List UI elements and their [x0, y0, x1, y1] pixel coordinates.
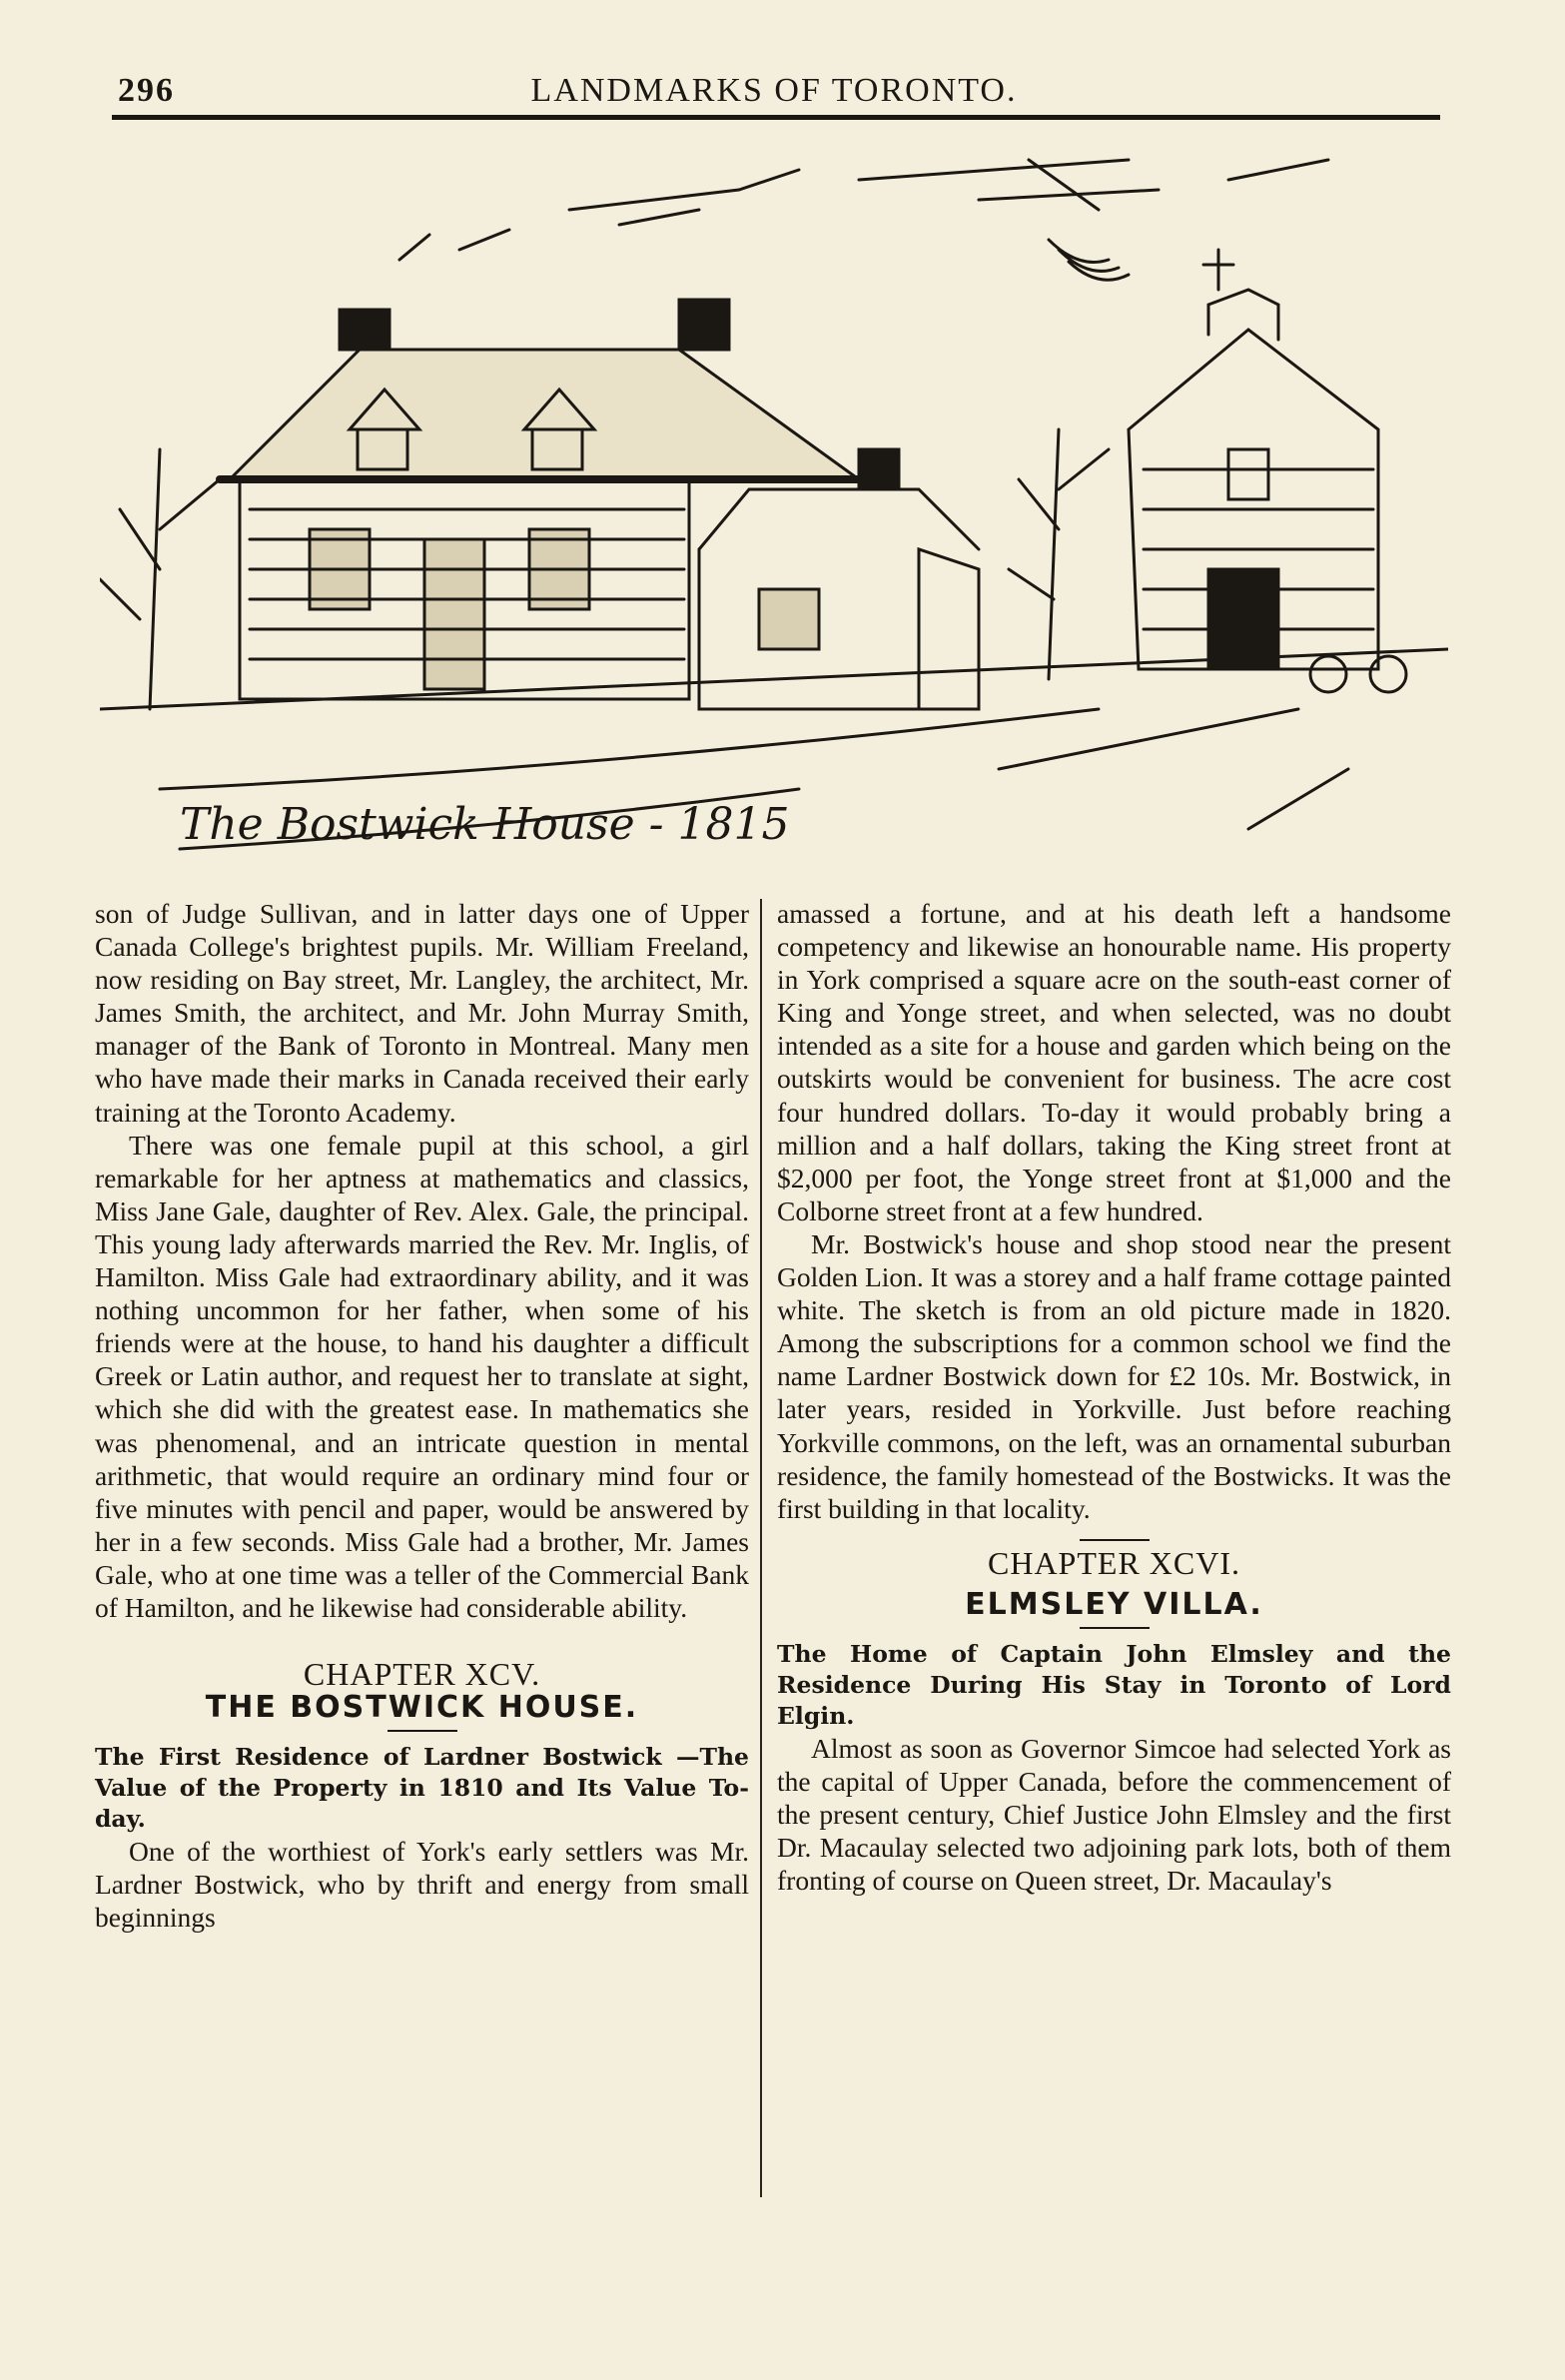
- right-paragraph-2: Mr. Bostwick's house and shop stood near the present Golden Lion. It was a storey and a half frame cottage painted white. The sketch is from an old picture made in 1820. Among the subscriptions for a common school we find the name Lardner Bostwick down for £2 10s. Mr. Bostwick, in later years, resided in Yorkville. Just before reaching Yorkville commons, on the left, was an ornamental suburban residence, the family homestead of the Bostwicks. It was the first building in that locality.: [777, 1227, 1451, 1524]
- header-rule: [112, 115, 1440, 120]
- page-number: 296: [118, 72, 175, 109]
- chapter-96-rule: [1080, 1627, 1150, 1629]
- chapter-95-number: CHAPTER XCV.: [303, 1656, 541, 1693]
- illustration-caption: The Bostwick House - 1815: [180, 799, 790, 850]
- left-column: [95, 897, 749, 1935]
- right-paragraph-1: amassed a fortune, and at his death left a handsome competency and likewise an honourable name. His property in York comprised a square acre on the south-east corner of King and Yonge street, and when selected, was no doubt intended as a site for a house and garden which being on the outskirts would be convenient for business. The acre cost four hundred dollars. To-day it would probably bring a million and a half dollars, taking the King street front at $2,000 per foot, the Yonge street front at $1,000 and the Colborne street front at a few hundred.: [777, 898, 1451, 1226]
- left-paragraph-3: One of the worthiest of York's early settlers was Mr. Lardner Bostwick, who by thrift and energy from small beginnings: [95, 1836, 749, 1934]
- chapter-95-synopsis: The First Residence of Lardner Bostwick —The Value of the Property in 1810 and Its Value To-day.: [95, 1743, 749, 1834]
- column-divider: [760, 899, 762, 2197]
- page-header: [110, 68, 1438, 118]
- left-paragraph-1: son of Judge Sullivan, and in latter days one of Upper Canada College's brightest pupils. Mr. William Freeland, now residing on Bay street, Mr. Langley, the architect, Mr. James Smith, the architect, and Mr. John Murray Smith, manager of the Bank of Toronto in Montreal. Many men who have made their marks in Canada received their early training at the Toronto Academy.: [95, 898, 749, 1128]
- running-title: LANDMARKS OF TORONTO.: [530, 72, 1018, 109]
- chapter-95-title: THE BOSTWICK HOUSE.: [205, 1690, 639, 1726]
- chapter-95-rule: [388, 1730, 457, 1732]
- right-column: [777, 897, 1451, 1897]
- chapter-96-synopsis: The Home of Captain John Elmsley and the Residence During His Stay in Toronto of Lord Elgin.: [777, 1639, 1451, 1730]
- bostwick-house-illustration: [100, 150, 1448, 869]
- left-paragraph-2: There was one female pupil at this school, a girl remarkable for her aptness at mathematics and classics, Miss Jane Gale, daughter of Rev. Alex. Gale, the principal. This young lady afterwards married the Rev. Mr. Inglis, of Hamilton. Miss Gale had extraordinary ability, and it was nothing uncommon for her father, when some of his friends were at the house, to hand his daughter a difficult Greek or Latin author, and request her to translate at sight, which she did with the greatest ease. In mathematics she was phenomenal, and an intricate question in mental arithmetic, that would require an ordinary mind four or five minutes with pencil and paper, would be answered by her in a few seconds. Miss Gale had a brother, Mr. James Gale, who at one time was a teller of the Commercial Bank of Hamilton, and he likewise had considerable ability.: [95, 1129, 749, 1623]
- right-paragraph-3: Almost as soon as Governor Simcoe had selected York as the capital of Upper Canada, before the commencement of the present century, Chief Justice John Elmsley and the first Dr. Macaulay selected two adjoining park lots, both of them fronting of course on Queen street, Dr. Macaulay's: [777, 1732, 1451, 1897]
- chapter-96-title: ELMSLEY VILLA.: [965, 1586, 1263, 1622]
- chapter-96-number: CHAPTER XCVI.: [987, 1544, 1240, 1581]
- chapter-96-top-rule: [1080, 1539, 1150, 1541]
